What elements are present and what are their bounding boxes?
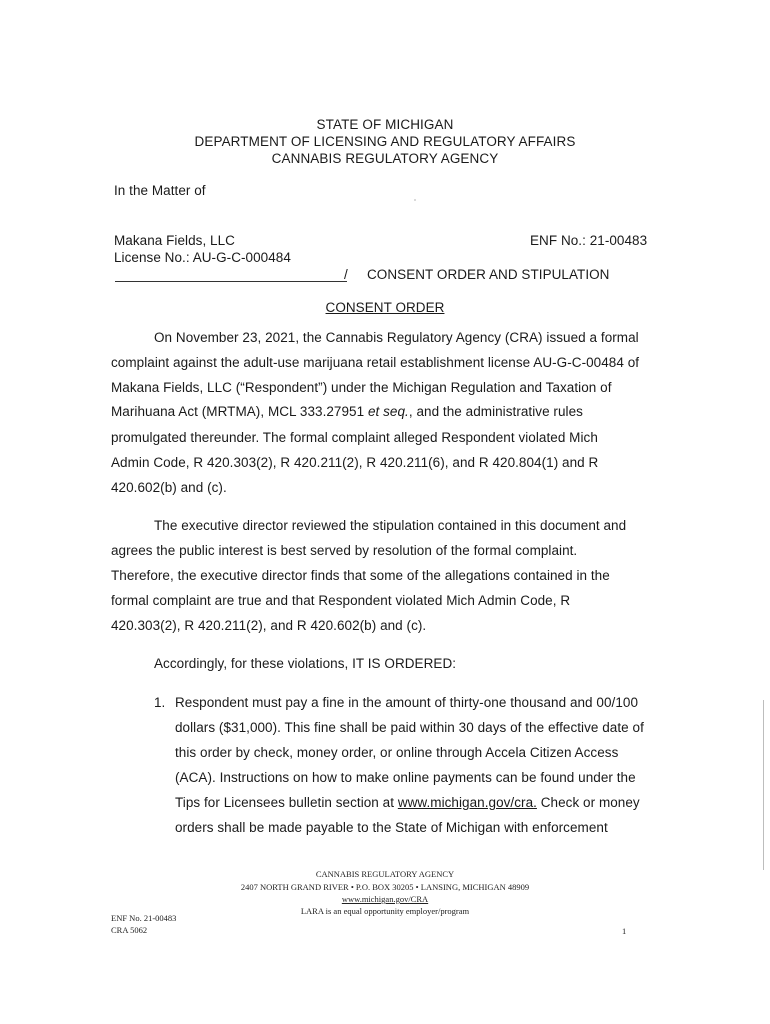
para2-line: Therefore, the executive director finds that some of the allegations contained in the <box>111 568 610 583</box>
page-number: 1 <box>622 926 627 936</box>
footer-url[interactable]: www.michigan.gov/CRA <box>341 894 429 904</box>
para1-line: promulgated thereunder. The formal complaint alleged Respondent violated Mich <box>111 430 598 445</box>
scan-margin-mark <box>763 700 764 870</box>
footer-form-number: CRA 5062 <box>111 925 148 935</box>
license-number: License No.: AU-G-C-000484 <box>114 250 291 265</box>
cra-website-link[interactable]: www.michigan.gov/cra. <box>397 795 537 810</box>
item1-line: Respondent must pay a fine in the amount of thirty-one thousand and 00/100 <box>175 695 639 710</box>
item1-line: dollars ($31,000). This fine shall be paid within 30 days of the effective date of <box>175 720 644 735</box>
caption-slash: / <box>344 267 348 282</box>
item1-line: this order by check, money order, or online through Accela Citizen Access <box>175 745 619 760</box>
header-department: DEPARTMENT OF LICENSING AND REGULATORY AFFAIRS <box>194 134 576 149</box>
header-state: STATE OF MICHIGAN <box>316 117 454 132</box>
caption-rule <box>115 281 347 282</box>
para2-line: 420.303(2), R 420.211(2), and R 420.602(b) and (c). <box>111 618 427 633</box>
para1-italic: et seq. <box>367 404 409 419</box>
caption-title: CONSENT ORDER AND STIPULATION <box>367 267 610 282</box>
respondent-name: Makana Fields, LLC <box>114 233 235 248</box>
para2-line: The executive director reviewed the stipulation contained in this document and <box>154 518 627 533</box>
matter-intro: In the Matter of <box>114 183 206 198</box>
para1-line: On November 23, 2021, the Cannabis Regulatory Agency (CRA) issued a formal <box>154 330 639 345</box>
item1-line: (ACA). Instructions on how to make online payments can be found under the <box>175 770 636 785</box>
para1-line <box>111 404 583 419</box>
para1-text: Marihuana Act (MRTMA), MCL 333.27951 <box>111 404 368 419</box>
footer-enf-number: ENF No. 21-00483 <box>111 913 177 923</box>
enf-number: ENF No.: 21-00483 <box>530 233 648 248</box>
item1-text: Check or money <box>536 795 640 810</box>
item-number: 1. <box>154 695 166 710</box>
scan-speck <box>414 199 416 201</box>
para1-line: complaint against the adult-use marijuana retail establishment license AU-G-C-00484 of <box>111 355 640 370</box>
footer-agency: CANNABIS REGULATORY AGENCY <box>315 869 455 879</box>
item1-line: orders shall be made payable to the State of Michigan with enforcement <box>175 820 608 835</box>
footer-address: 2407 NORTH GRAND RIVER • P.O. BOX 30205 • LANSING, MICHIGAN 48909 <box>240 882 530 892</box>
para1-text: , and the administrative rules <box>408 404 583 419</box>
item1-text: Tips for Licensees bulletin section at <box>175 795 398 810</box>
para2-line: agrees the public interest is best served by resolution of the formal complaint. <box>111 543 578 558</box>
item1-line <box>175 795 640 810</box>
para1-line: 420.602(b) and (c). <box>111 480 227 495</box>
section-title: CONSENT ORDER <box>325 300 445 315</box>
footer-eeo: LARA is an equal opportunity employer/program <box>300 906 470 916</box>
para3-line: Accordingly, for these violations, IT IS ORDERED: <box>154 656 457 671</box>
para1-line: Makana Fields, LLC (“Respondent”) under the Michigan Regulation and Taxation of <box>111 380 612 395</box>
para1-line: Admin Code, R 420.303(2), R 420.211(2), R 420.211(6), and R 420.804(1) and R <box>111 455 599 470</box>
para2-line: formal complaint are true and that Respondent violated Mich Admin Code, R <box>111 593 571 608</box>
header-agency: CANNABIS REGULATORY AGENCY <box>271 151 499 166</box>
